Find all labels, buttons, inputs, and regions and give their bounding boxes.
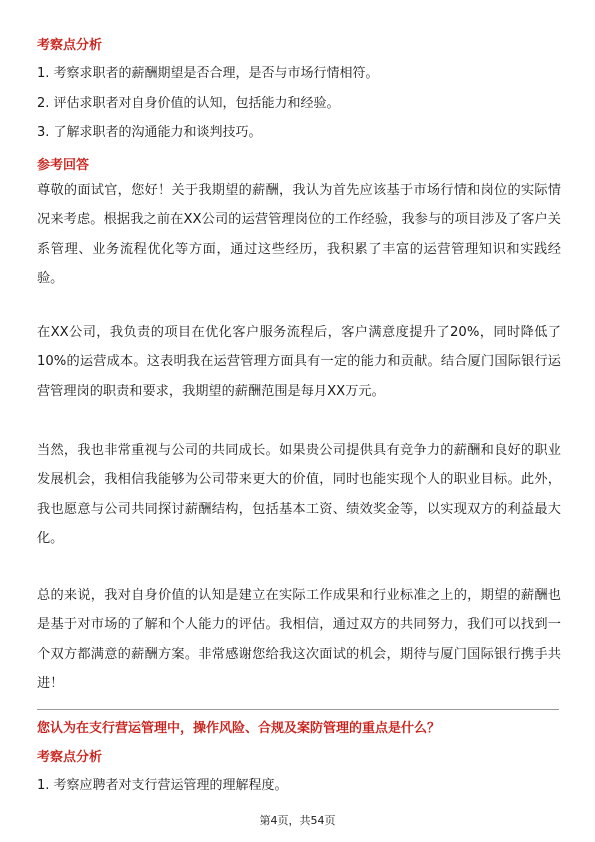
analysis-item-1: 1. 考察应聘者对支行营运管理的理解程度。 (37, 778, 288, 793)
answer-heading: 参考回答 (37, 158, 90, 173)
analysis-item-3: 3. 了解求职者的沟通能力和谈判技巧。 (37, 125, 262, 140)
answer-paragraph-4: 总的来说，我对自身价值的认知是建立在实际工作成果和行业标准之上的，期望的薪酬也是基于对市场的了解和个人能力的评估。我相信，通过双方的共同努力，我们可以找到一个双方都满意的薪酬方案。非常感谢您给我这次面试的机会，期待与厦门国际银行携手共进！ (37, 588, 561, 691)
analysis-item-2: 2. 评估求职者对自身价值的认知，包括能力和经验。 (37, 96, 340, 111)
section-divider (37, 709, 559, 710)
next-question: 您认为在支行营运管理中，操作风险、合规及案防管理的重点是什么？ (37, 721, 441, 736)
analysis-heading: 考察点分析 (37, 38, 103, 53)
analysis-item-1: 1. 考察求职者的薪酬期望是否合理，是否与市场行情相符。 (37, 66, 379, 81)
answer-paragraph-2: 在XX公司，我负责的项目在优化客户服务流程后，客户满意度提升了20%，同时降低了10%的运营成本。这表明我在运营管理方面具有一定的能力和贡献。结合厦门国际银行运营管理岗的职责和要求，我期望的薪酬范围是每月XX万元。 (37, 325, 561, 399)
page-number: 第4页，共54页 (259, 814, 336, 827)
analysis-heading-2: 考察点分析 (37, 750, 103, 765)
answer-paragraph-1: 尊敬的面试官，您好！关于我期望的薪酬，我认为首先应该基于市场行情和岗位的实际情况来考虑。根据我之前在XX公司的运营管理岗位的工作经验，我参与的项目涉及了客户关系管理、业务流程优化等方面，通过这些经历，我积累了丰富的运营管理知识和实践经验。 (37, 183, 561, 286)
answer-paragraph-3: 当然，我也非常重视与公司的共同成长。如果贵公司提供具有竞争力的薪酬和良好的职业发展机会，我相信我能够为公司带来更大的价值，同时也能实现个人的职业目标。此外，我也愿意与公司共同探讨薪酬结构，包括基本工资、绩效奖金等，以实现双方的利益最大化。 (37, 443, 561, 546)
